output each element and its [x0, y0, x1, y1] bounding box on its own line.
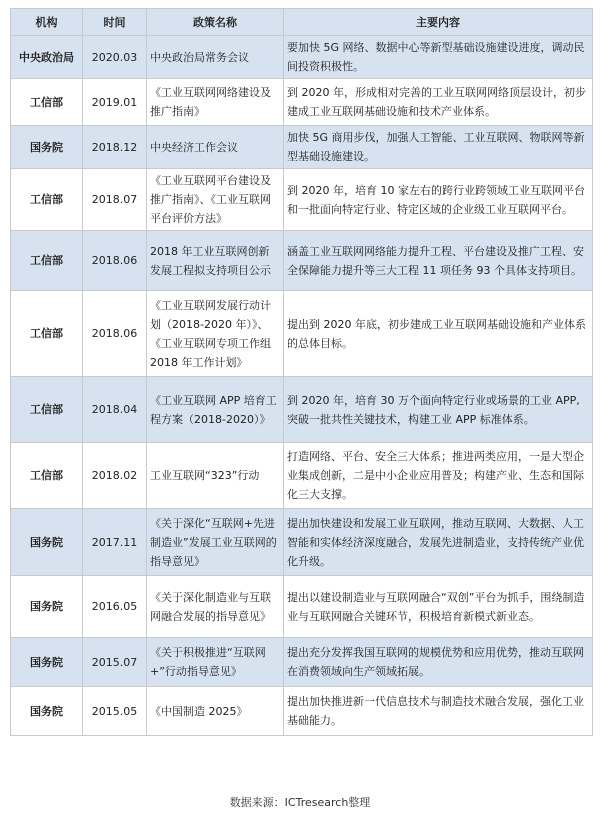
table-row [11, 126, 593, 169]
cell-org: 工信部 [11, 169, 83, 231]
cell-time: 2018.12 [83, 126, 147, 169]
cell-time: 2016.05 [83, 576, 147, 638]
table-row [11, 79, 593, 126]
table-row [11, 291, 593, 377]
cell-org: 国务院 [11, 687, 83, 736]
cell-policy-name: 2018 年工业互联网创新发展工程拟支持项目公示 [147, 231, 284, 291]
cell-content: 到 2020 年，培育 10 家左右的跨行业跨领域工业互联网平台和一批面向特定行业、特定区域的企业级工业互联网平台。 [284, 169, 593, 231]
cell-policy-name: 《工业互联网发展行动计划（2018-2020 年）》、《工业互联网专项工作组 2018 年工作计划》 [147, 291, 284, 377]
cell-content: 提出加快推进新一代信息技术与制造技术融合发展，强化工业基础能力。 [284, 687, 593, 736]
table-row [11, 36, 593, 79]
cell-policy-name: 《关于深化“互联网+先进制造业”发展工业互联网的指导意见》 [147, 509, 284, 576]
header-content: 主要内容 [284, 9, 593, 36]
cell-org: 国务院 [11, 126, 83, 169]
cell-policy-name: 《中国制造 2025》 [147, 687, 284, 736]
cell-org: 工信部 [11, 443, 83, 509]
table-row [11, 638, 593, 687]
table-row [11, 231, 593, 291]
table-body [11, 36, 593, 736]
cell-time: 2018.04 [83, 377, 147, 443]
header-name: 政策名称 [147, 9, 284, 36]
cell-org: 国务院 [11, 576, 83, 638]
table-row [11, 377, 593, 443]
cell-org: 工信部 [11, 79, 83, 126]
table-row [11, 509, 593, 576]
cell-time: 2019.01 [83, 79, 147, 126]
cell-time: 2015.07 [83, 638, 147, 687]
cell-content: 提出到 2020 年底，初步建成工业互联网基础设施和产业体系的总体目标。 [284, 291, 593, 377]
cell-org: 工信部 [11, 291, 83, 377]
cell-policy-name: 《关于积极推进“互联网+”行动指导意见》 [147, 638, 284, 687]
table-row [11, 443, 593, 509]
cell-policy-name: 工业互联网“323”行动 [147, 443, 284, 509]
header-time: 时间 [83, 9, 147, 36]
cell-time: 2018.07 [83, 169, 147, 231]
cell-time: 2018.02 [83, 443, 147, 509]
cell-time: 2015.05 [83, 687, 147, 736]
cell-policy-name: 《工业互联网网络建设及推广指南》 [147, 79, 284, 126]
cell-content: 加快 5G 商用步伐，加强人工智能、工业互联网、物联网等新型基础设施建设。 [284, 126, 593, 169]
cell-org: 工信部 [11, 377, 83, 443]
table-row [11, 576, 593, 638]
cell-content: 提出充分发挥我国互联网的规模优势和应用优势，推动互联网在消费领域向生产领域拓展。 [284, 638, 593, 687]
source-note: 数据来源：ICTresearch整理 [229, 796, 371, 809]
policy-table [10, 8, 593, 736]
cell-content: 提出以建设制造业与互联网融合“双创”平台为抓手，围绕制造业与互联网融合关键环节，积极培育新模式新业态。 [284, 576, 593, 638]
cell-policy-name: 中央政治局常务会议 [147, 36, 284, 79]
cell-org: 国务院 [11, 509, 83, 576]
cell-policy-name: 《关于深化制造业与互联网融合发展的指导意见》 [147, 576, 284, 638]
cell-time: 2018.06 [83, 231, 147, 291]
cell-content: 提出加快建设和发展工业互联网，推动互联网、大数据、人工智能和实体经济深度融合，发展先进制造业，支持传统产业优化升级。 [284, 509, 593, 576]
cell-time: 2017.11 [83, 509, 147, 576]
cell-time: 2020.03 [83, 36, 147, 79]
cell-policy-name: 中央经济工作会议 [147, 126, 284, 169]
header-org: 机构 [11, 9, 83, 36]
cell-content: 涵盖工业互联网网络能力提升工程、平台建设及推广工程、安全保障能力提升等三大工程 11 项任务 93 个具体支持项目。 [284, 231, 593, 291]
cell-policy-name: 《工业互联网 APP 培育工程方案（2018-2020）》 [147, 377, 284, 443]
cell-content: 要加快 5G 网络、数据中心等新型基础设施建设进度，调动民间投资积极性。 [284, 36, 593, 79]
table-row [11, 687, 593, 736]
cell-time: 2018.06 [83, 291, 147, 377]
table-header-row [11, 9, 593, 36]
table-row [11, 169, 593, 231]
cell-org: 工信部 [11, 231, 83, 291]
cell-org: 国务院 [11, 638, 83, 687]
cell-org: 中央政治局 [11, 36, 83, 79]
cell-policy-name: 《工业互联网平台建设及推广指南》、《工业互联网平台评价方法》 [147, 169, 284, 231]
cell-content: 到 2020 年，培育 30 万个面向特定行业或场景的工业 APP,突破一批共性关键技术，构建工业 APP 标准体系。 [284, 377, 593, 443]
cell-content: 到 2020 年，形成相对完善的工业互联网网络顶层设计，初步建成工业互联网基础设施和技术产业体系。 [284, 79, 593, 126]
cell-content: 打造网络、平台、安全三大体系；推进两类应用，一是大型企业集成创新，二是中小企业应用普及；构建产业、生态和国际化三大支撑。 [284, 443, 593, 509]
